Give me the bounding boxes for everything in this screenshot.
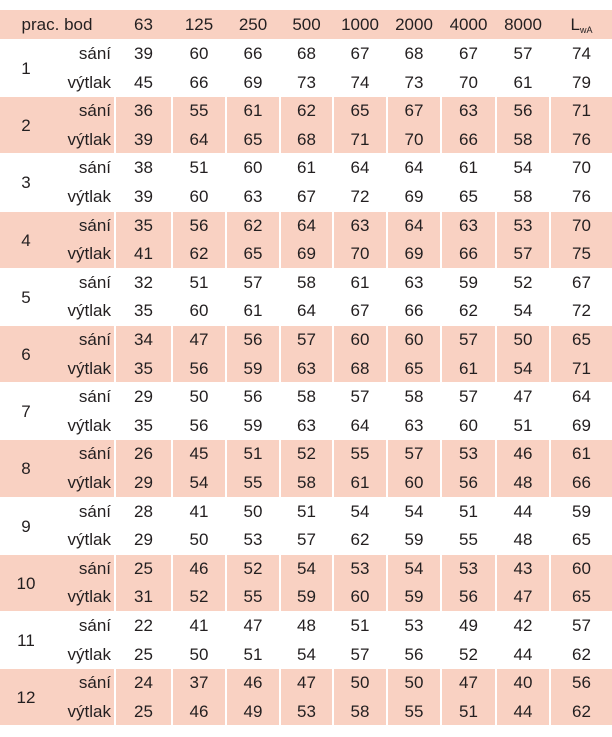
value-cell: 59 bbox=[243, 358, 263, 378]
table-row bbox=[0, 183, 612, 212]
value-cell: 28 bbox=[134, 501, 153, 521]
table-row bbox=[0, 97, 612, 126]
value-cell: 34 bbox=[134, 330, 153, 349]
value-cell: 53 bbox=[513, 215, 533, 235]
row-label-vytlak: výtlak bbox=[67, 644, 111, 664]
value-cell: 61 bbox=[243, 101, 263, 121]
value-cell: 64 bbox=[189, 129, 209, 149]
value-cell: 65 bbox=[404, 358, 424, 378]
value-cell: 42 bbox=[513, 616, 533, 635]
value-cell: 71 bbox=[350, 129, 370, 149]
value-cell: 59 bbox=[404, 587, 424, 607]
value-cell: 66 bbox=[404, 301, 424, 321]
value-cell-lwa: 65 bbox=[572, 530, 591, 550]
value-cell: 51 bbox=[243, 644, 263, 664]
value-cell: 68 bbox=[350, 358, 370, 378]
value-cell: 54 bbox=[513, 158, 533, 178]
value-cell-lwa: 59 bbox=[572, 501, 591, 521]
value-cell-lwa: 57 bbox=[572, 616, 591, 635]
value-cell-lwa: 74 bbox=[572, 44, 591, 63]
value-cell: 61 bbox=[513, 72, 533, 92]
value-cell: 51 bbox=[459, 501, 478, 521]
value-cell: 50 bbox=[513, 330, 533, 349]
value-cell: 60 bbox=[189, 44, 209, 63]
point-number: 3 bbox=[21, 173, 31, 193]
value-cell: 67 bbox=[350, 301, 370, 321]
value-cell: 56 bbox=[513, 101, 533, 121]
value-cell: 61 bbox=[297, 158, 316, 178]
row-label-vytlak: výtlak bbox=[67, 301, 111, 321]
value-cell: 56 bbox=[404, 644, 424, 664]
value-cell: 73 bbox=[404, 72, 424, 92]
point-number: 2 bbox=[21, 116, 31, 136]
value-cell: 70 bbox=[404, 129, 424, 149]
value-cell: 67 bbox=[350, 44, 370, 63]
value-cell-lwa: 76 bbox=[572, 129, 591, 149]
value-cell: 26 bbox=[134, 444, 153, 464]
value-cell: 47 bbox=[189, 330, 209, 349]
value-cell: 53 bbox=[459, 444, 478, 464]
value-cell: 51 bbox=[189, 272, 209, 292]
table-row bbox=[0, 212, 612, 241]
value-cell: 46 bbox=[243, 673, 263, 693]
value-cell: 70 bbox=[459, 72, 478, 92]
value-cell: 50 bbox=[404, 673, 424, 693]
value-cell-lwa: 64 bbox=[572, 387, 591, 407]
table-row bbox=[0, 412, 612, 441]
row-label-vytlak: výtlak bbox=[67, 187, 111, 206]
value-cell: 55 bbox=[243, 473, 263, 492]
value-cell: 51 bbox=[189, 158, 209, 178]
value-cell: 61 bbox=[459, 158, 478, 178]
value-cell: 41 bbox=[189, 501, 209, 521]
point-number: 4 bbox=[21, 230, 31, 250]
value-cell: 61 bbox=[243, 301, 263, 321]
value-cell: 60 bbox=[350, 330, 370, 349]
value-cell: 52 bbox=[189, 587, 209, 607]
header-freq-8000: 8000 bbox=[504, 15, 542, 34]
value-cell: 54 bbox=[297, 644, 316, 664]
value-cell-lwa: 56 bbox=[572, 673, 591, 693]
table-row bbox=[0, 440, 612, 469]
value-cell: 66 bbox=[189, 72, 209, 92]
row-label-vytlak: výtlak bbox=[67, 473, 111, 492]
value-cell: 52 bbox=[297, 444, 316, 464]
value-cell: 57 bbox=[350, 387, 370, 407]
value-cell: 44 bbox=[513, 644, 533, 664]
value-cell: 64 bbox=[350, 415, 370, 435]
value-cell: 66 bbox=[459, 244, 478, 264]
row-label-sani: sání bbox=[78, 444, 111, 464]
value-cell: 41 bbox=[189, 616, 209, 635]
value-cell: 43 bbox=[513, 558, 533, 578]
value-cell: 56 bbox=[243, 387, 263, 407]
row-label-sani: sání bbox=[78, 330, 111, 349]
table-row bbox=[0, 526, 612, 555]
value-cell: 60 bbox=[189, 187, 209, 206]
value-cell: 55 bbox=[404, 701, 424, 721]
value-cell: 54 bbox=[189, 473, 209, 492]
value-cell: 51 bbox=[297, 501, 316, 521]
value-cell: 57 bbox=[459, 330, 478, 349]
value-cell: 47 bbox=[243, 616, 263, 635]
value-cell: 56 bbox=[189, 358, 209, 378]
point-number: 11 bbox=[17, 631, 35, 650]
value-cell: 57 bbox=[297, 530, 316, 550]
value-cell: 59 bbox=[459, 272, 478, 292]
value-cell: 35 bbox=[134, 301, 153, 321]
value-cell: 47 bbox=[513, 587, 533, 607]
value-cell: 58 bbox=[297, 387, 316, 407]
value-cell: 50 bbox=[189, 644, 209, 664]
point-number: 6 bbox=[21, 345, 31, 364]
value-cell: 45 bbox=[134, 72, 153, 92]
header-label: prac. bod bbox=[21, 15, 93, 34]
point-number: 12 bbox=[16, 688, 36, 708]
value-cell: 49 bbox=[459, 616, 478, 635]
point-number: 8 bbox=[21, 459, 31, 479]
value-cell: 61 bbox=[459, 358, 478, 378]
value-cell: 48 bbox=[513, 530, 533, 550]
row-label-vytlak: výtlak bbox=[67, 587, 111, 607]
point-number: 5 bbox=[21, 287, 31, 307]
value-cell: 66 bbox=[243, 44, 263, 63]
value-cell: 52 bbox=[513, 272, 533, 292]
value-cell: 60 bbox=[459, 415, 478, 435]
point-number: 1 bbox=[21, 59, 31, 78]
value-cell-lwa: 70 bbox=[572, 158, 591, 178]
value-cell: 48 bbox=[513, 473, 533, 492]
value-cell: 68 bbox=[297, 129, 316, 149]
value-cell: 60 bbox=[189, 301, 209, 321]
header-lwa-sub: wA bbox=[579, 25, 593, 35]
value-cell: 41 bbox=[134, 244, 153, 264]
row-label-vytlak: výtlak bbox=[67, 701, 111, 721]
value-cell: 62 bbox=[459, 301, 478, 321]
row-label-sani: sání bbox=[78, 215, 111, 235]
value-cell: 36 bbox=[134, 101, 153, 121]
value-cell: 62 bbox=[189, 244, 209, 264]
value-cell-lwa: 71 bbox=[572, 358, 591, 378]
row-label-sani: sání bbox=[78, 44, 111, 63]
value-cell: 57 bbox=[297, 330, 316, 349]
value-cell: 55 bbox=[189, 101, 209, 121]
value-cell: 57 bbox=[513, 244, 533, 264]
value-cell: 69 bbox=[297, 244, 316, 264]
value-cell: 61 bbox=[350, 473, 370, 492]
value-cell: 63 bbox=[297, 358, 316, 378]
value-cell: 57 bbox=[459, 387, 478, 407]
value-cell: 52 bbox=[459, 644, 478, 664]
row-label-sani: sání bbox=[78, 387, 111, 407]
table-row bbox=[0, 555, 612, 584]
value-cell-lwa: 65 bbox=[572, 330, 591, 349]
table-row bbox=[0, 612, 612, 641]
value-cell: 37 bbox=[189, 673, 209, 693]
row-label-sani: sání bbox=[78, 101, 111, 121]
value-cell-lwa: 67 bbox=[572, 272, 591, 292]
table-row bbox=[0, 641, 612, 670]
header-freq-125: 125 bbox=[184, 15, 214, 34]
value-cell: 54 bbox=[297, 558, 316, 578]
table-row bbox=[0, 383, 612, 412]
value-cell: 63 bbox=[404, 272, 424, 292]
value-cell: 58 bbox=[297, 272, 316, 292]
value-cell: 44 bbox=[513, 701, 533, 721]
header-freq-500: 500 bbox=[292, 15, 321, 34]
value-cell: 63 bbox=[459, 215, 478, 235]
value-cell: 59 bbox=[243, 415, 263, 435]
value-cell: 54 bbox=[350, 501, 370, 521]
value-cell: 54 bbox=[513, 358, 533, 378]
header-lwa bbox=[551, 10, 612, 39]
value-cell-lwa: 76 bbox=[572, 187, 591, 206]
header-freq-2000: 2000 bbox=[395, 15, 433, 34]
value-cell: 53 bbox=[404, 616, 424, 635]
value-cell: 62 bbox=[243, 215, 263, 235]
value-cell: 65 bbox=[243, 244, 263, 264]
row-label-vytlak: výtlak bbox=[67, 72, 111, 92]
value-cell: 53 bbox=[243, 530, 263, 550]
value-cell: 70 bbox=[350, 244, 370, 264]
value-cell: 65 bbox=[350, 101, 370, 121]
value-cell: 58 bbox=[513, 129, 533, 149]
value-cell: 56 bbox=[459, 473, 478, 492]
value-cell: 57 bbox=[350, 644, 370, 664]
value-cell: 64 bbox=[297, 215, 316, 235]
value-cell: 29 bbox=[134, 387, 153, 407]
value-cell: 55 bbox=[350, 444, 370, 464]
value-cell: 60 bbox=[404, 330, 424, 349]
value-cell: 54 bbox=[404, 501, 424, 521]
table-row bbox=[0, 355, 612, 384]
value-cell-lwa: 70 bbox=[572, 215, 591, 235]
value-cell-lwa: 75 bbox=[572, 244, 591, 264]
value-cell: 56 bbox=[189, 215, 209, 235]
value-cell: 69 bbox=[404, 187, 424, 206]
value-cell: 59 bbox=[404, 530, 424, 550]
table-row bbox=[0, 669, 612, 698]
table-row bbox=[0, 498, 612, 527]
value-cell: 73 bbox=[297, 72, 316, 92]
value-cell: 58 bbox=[350, 701, 370, 721]
header-row bbox=[0, 10, 612, 39]
value-cell: 35 bbox=[134, 415, 153, 435]
value-cell: 56 bbox=[189, 415, 209, 435]
header-freq-1000: 1000 bbox=[341, 15, 379, 34]
value-cell: 40 bbox=[513, 673, 533, 693]
row-label-sani: sání bbox=[78, 558, 111, 578]
table-row bbox=[0, 240, 612, 269]
value-cell: 48 bbox=[297, 616, 316, 635]
value-cell: 65 bbox=[243, 129, 263, 149]
value-cell: 66 bbox=[459, 129, 478, 149]
value-cell: 57 bbox=[243, 272, 263, 292]
header-freq-63: 63 bbox=[134, 15, 153, 34]
value-cell: 53 bbox=[459, 558, 478, 578]
value-cell: 55 bbox=[459, 530, 478, 550]
value-cell-lwa: 72 bbox=[572, 301, 591, 321]
value-cell: 45 bbox=[189, 444, 209, 464]
value-cell: 32 bbox=[134, 272, 153, 292]
value-cell: 29 bbox=[134, 473, 153, 492]
value-cell-lwa: 65 bbox=[572, 587, 591, 607]
value-cell-lwa: 62 bbox=[572, 701, 591, 721]
value-cell: 44 bbox=[513, 501, 533, 521]
value-cell: 35 bbox=[134, 215, 153, 235]
table-row bbox=[0, 269, 612, 298]
value-cell: 63 bbox=[297, 415, 316, 435]
table-row bbox=[0, 154, 612, 183]
value-cell: 60 bbox=[350, 587, 370, 607]
point-number: 9 bbox=[21, 516, 31, 536]
value-cell: 63 bbox=[459, 101, 478, 121]
value-cell-lwa: 66 bbox=[572, 473, 591, 492]
value-cell: 57 bbox=[404, 444, 424, 464]
value-cell-lwa: 69 bbox=[572, 415, 591, 435]
point-number: 7 bbox=[21, 402, 31, 422]
value-cell: 63 bbox=[350, 215, 370, 235]
row-label-sani: sání bbox=[78, 616, 111, 635]
row-label-vytlak: výtlak bbox=[67, 244, 111, 264]
value-cell: 68 bbox=[404, 44, 424, 63]
value-cell: 56 bbox=[459, 587, 478, 607]
value-cell: 25 bbox=[134, 644, 153, 664]
value-cell: 72 bbox=[350, 187, 370, 206]
value-cell: 63 bbox=[404, 415, 424, 435]
row-label-vytlak: výtlak bbox=[67, 415, 111, 435]
value-cell: 50 bbox=[189, 530, 209, 550]
value-cell: 47 bbox=[297, 673, 316, 693]
value-cell: 50 bbox=[350, 673, 370, 693]
value-cell: 51 bbox=[243, 444, 263, 464]
row-label-sani: sání bbox=[78, 272, 111, 292]
value-cell: 53 bbox=[350, 558, 370, 578]
table-row bbox=[0, 297, 612, 326]
value-cell: 74 bbox=[350, 72, 370, 92]
point-number: 10 bbox=[16, 573, 36, 593]
row-label-vytlak: výtlak bbox=[67, 129, 111, 149]
value-cell: 60 bbox=[404, 473, 424, 492]
table-row bbox=[0, 69, 612, 98]
value-cell: 29 bbox=[134, 530, 153, 550]
table-row bbox=[0, 698, 612, 727]
value-cell-lwa: 79 bbox=[572, 72, 591, 92]
value-cell: 22 bbox=[134, 616, 153, 635]
value-cell: 59 bbox=[297, 587, 316, 607]
value-cell: 57 bbox=[513, 44, 533, 63]
value-cell: 39 bbox=[134, 129, 153, 149]
value-cell: 67 bbox=[297, 187, 316, 206]
value-cell: 24 bbox=[134, 673, 153, 693]
value-cell-lwa: 62 bbox=[572, 644, 591, 664]
value-cell: 38 bbox=[134, 158, 153, 178]
value-cell: 55 bbox=[243, 587, 263, 607]
table-row bbox=[0, 40, 612, 69]
row-label-vytlak: výtlak bbox=[67, 358, 111, 378]
value-cell: 51 bbox=[459, 701, 478, 721]
value-cell: 58 bbox=[513, 187, 533, 206]
value-cell: 39 bbox=[134, 44, 153, 63]
row-label-vytlak: výtlak bbox=[67, 530, 111, 550]
value-cell: 68 bbox=[297, 44, 316, 63]
value-cell: 46 bbox=[513, 444, 533, 464]
value-cell: 50 bbox=[243, 501, 263, 521]
value-cell: 50 bbox=[189, 387, 209, 407]
value-cell: 47 bbox=[459, 673, 478, 693]
value-cell-lwa: 71 bbox=[572, 101, 591, 121]
value-cell: 35 bbox=[134, 358, 153, 378]
value-cell: 64 bbox=[350, 158, 370, 178]
value-cell: 63 bbox=[243, 187, 263, 206]
value-cell: 56 bbox=[243, 330, 263, 349]
value-cell: 65 bbox=[459, 187, 478, 206]
value-cell: 39 bbox=[134, 187, 153, 206]
value-cell: 53 bbox=[297, 701, 316, 721]
value-cell: 46 bbox=[189, 701, 209, 721]
table-row bbox=[0, 469, 612, 498]
value-cell: 61 bbox=[350, 272, 370, 292]
value-cell: 54 bbox=[404, 558, 424, 578]
value-cell: 69 bbox=[243, 72, 263, 92]
value-cell: 52 bbox=[243, 558, 263, 578]
value-cell: 64 bbox=[404, 215, 424, 235]
value-cell: 60 bbox=[243, 158, 263, 178]
value-cell: 25 bbox=[134, 558, 153, 578]
value-cell: 25 bbox=[134, 701, 153, 721]
header-lwa-main: L bbox=[570, 15, 580, 34]
value-cell: 31 bbox=[134, 587, 153, 607]
header-freq-4000: 4000 bbox=[449, 15, 488, 34]
table-row bbox=[0, 126, 612, 155]
value-cell: 54 bbox=[513, 301, 533, 321]
row-label-sani: sání bbox=[78, 673, 111, 693]
value-cell: 67 bbox=[404, 101, 424, 121]
value-cell: 62 bbox=[350, 530, 370, 550]
row-label-sani: sání bbox=[78, 501, 111, 521]
value-cell: 49 bbox=[243, 701, 263, 721]
table-row bbox=[0, 583, 612, 612]
value-cell: 67 bbox=[459, 44, 478, 63]
row-label-sani: sání bbox=[78, 158, 111, 178]
value-cell-lwa: 60 bbox=[572, 558, 591, 578]
value-cell: 69 bbox=[404, 244, 424, 264]
value-cell: 51 bbox=[513, 415, 533, 435]
value-cell: 51 bbox=[350, 616, 370, 635]
table-row bbox=[0, 326, 612, 355]
value-cell: 64 bbox=[404, 158, 424, 178]
header-freq-250: 250 bbox=[238, 15, 268, 34]
value-cell: 46 bbox=[189, 558, 209, 578]
value-cell: 58 bbox=[297, 473, 316, 492]
value-cell: 62 bbox=[297, 101, 316, 121]
value-cell: 58 bbox=[404, 387, 424, 407]
value-cell: 47 bbox=[513, 387, 533, 407]
value-cell-lwa: 61 bbox=[572, 444, 591, 464]
value-cell: 64 bbox=[297, 301, 316, 321]
